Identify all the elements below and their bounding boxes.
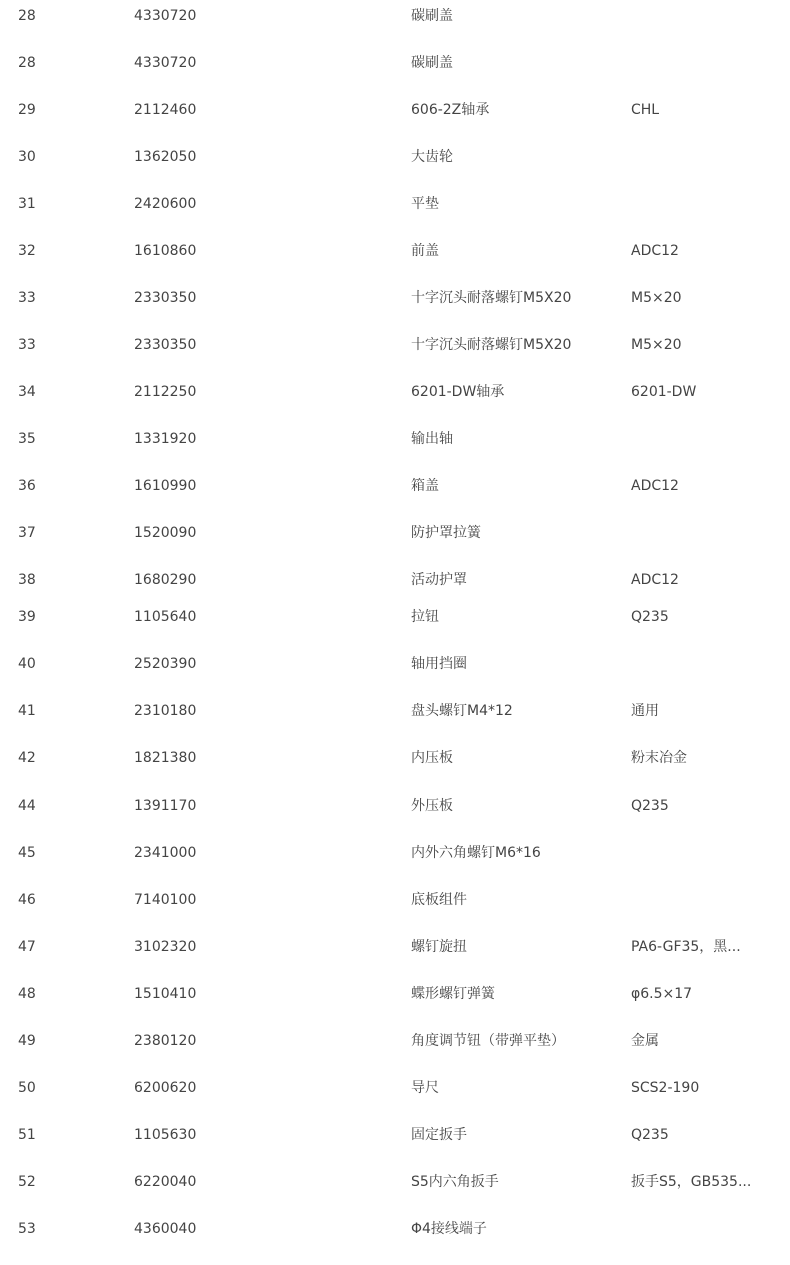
part-code: 3102320 <box>134 939 197 955</box>
part-spec: ADC12 <box>631 572 679 588</box>
part-code: 2380120 <box>134 1033 197 1049</box>
part-code: 1821380 <box>134 750 197 766</box>
part-code: 2330350 <box>134 290 197 306</box>
part-name: 箱盖 <box>411 478 439 494</box>
part-name: 平垫 <box>411 196 439 212</box>
part-spec: 粉末冶金 <box>631 750 687 766</box>
item-number: 37 <box>18 525 36 541</box>
part-spec: 金属 <box>631 1033 659 1049</box>
part-code: 7140100 <box>134 892 197 908</box>
part-name: 拉钮 <box>411 609 439 625</box>
part-name: 底板组件 <box>411 892 467 908</box>
part-spec: ADC12 <box>631 478 679 494</box>
table-row <box>0 194 790 214</box>
table-row <box>0 843 790 863</box>
part-spec: PA6-GF35，黑... <box>631 939 741 955</box>
part-code: 6200620 <box>134 1080 197 1096</box>
part-code: 1510410 <box>134 986 197 1002</box>
part-code: 1105630 <box>134 1127 197 1143</box>
part-name: 606-2Z轴承 <box>411 102 490 118</box>
table-row <box>0 382 790 402</box>
part-code: 1105640 <box>134 609 197 625</box>
part-spec: Q235 <box>631 1127 669 1143</box>
table-row <box>0 147 790 167</box>
part-code: 4360040 <box>134 1221 197 1237</box>
item-number: 31 <box>18 196 36 212</box>
item-number: 34 <box>18 384 36 400</box>
item-number: 53 <box>18 1221 36 1237</box>
part-name: 活动护罩 <box>411 572 467 588</box>
part-code: 4330720 <box>134 8 197 24</box>
item-number: 36 <box>18 478 36 494</box>
part-spec: M5×20 <box>631 290 682 306</box>
item-number: 38 <box>18 572 36 588</box>
table-row <box>0 984 790 1004</box>
part-code: 1331920 <box>134 431 197 447</box>
table-row <box>0 654 790 674</box>
part-name: 前盖 <box>411 243 439 259</box>
part-code: 2330350 <box>134 337 197 353</box>
item-number: 32 <box>18 243 36 259</box>
table-row <box>0 335 790 355</box>
item-number: 42 <box>18 750 36 766</box>
part-code: 4330720 <box>134 55 197 71</box>
part-code: 6220040 <box>134 1174 197 1190</box>
table-row <box>0 1219 790 1239</box>
item-number: 48 <box>18 986 36 1002</box>
item-number: 46 <box>18 892 36 908</box>
item-number: 39 <box>18 609 36 625</box>
part-code: 2520390 <box>134 656 197 672</box>
part-code: 2112460 <box>134 102 197 118</box>
part-code: 1520090 <box>134 525 197 541</box>
part-code: 1391170 <box>134 798 197 814</box>
table-row <box>0 890 790 910</box>
table-row <box>0 100 790 120</box>
part-spec: ADC12 <box>631 243 679 259</box>
item-number: 33 <box>18 290 36 306</box>
part-name: 导尺 <box>411 1080 439 1096</box>
part-spec: CHL <box>631 102 660 118</box>
table-row <box>0 607 790 627</box>
part-code: 1610860 <box>134 243 197 259</box>
part-name: 外压板 <box>411 798 453 814</box>
part-name: 角度调节钮（带弹平垫） <box>411 1033 565 1049</box>
part-name: 蝶形螺钉弹簧 <box>411 986 495 1002</box>
part-spec: M5×20 <box>631 337 682 353</box>
table-row <box>0 288 790 308</box>
table-row <box>0 1125 790 1145</box>
part-code: 2310180 <box>134 703 197 719</box>
part-code: 1680290 <box>134 572 197 588</box>
part-name: 轴用挡圈 <box>411 656 467 672</box>
table-row <box>0 53 790 73</box>
table-row <box>0 796 790 816</box>
item-number: 40 <box>18 656 36 672</box>
item-number: 47 <box>18 939 36 955</box>
part-name: Φ4接线端子 <box>411 1221 487 1237</box>
part-spec: 扳手S5，GB535... <box>631 1174 752 1190</box>
table-row <box>0 570 790 590</box>
part-name: 防护罩拉簧 <box>411 525 481 541</box>
part-spec: SCS2-190 <box>631 1080 700 1096</box>
item-number: 51 <box>18 1127 36 1143</box>
part-name: 十字沉头耐落螺钉M5X20 <box>411 290 572 306</box>
item-number: 29 <box>18 102 36 118</box>
part-name: 6201-DW轴承 <box>411 384 505 400</box>
part-code: 1362050 <box>134 149 197 165</box>
table-row <box>0 1031 790 1051</box>
part-name: 大齿轮 <box>411 149 453 165</box>
part-name: 螺钉旋扭 <box>411 939 467 955</box>
part-name: 固定扳手 <box>411 1127 467 1143</box>
part-name: 输出轴 <box>411 431 453 447</box>
table-row <box>0 523 790 543</box>
part-name: S5内六角扳手 <box>411 1174 499 1190</box>
part-name: 盘头螺钉M4*12 <box>411 703 513 719</box>
part-code: 1610990 <box>134 478 197 494</box>
item-number: 30 <box>18 149 36 165</box>
part-name: 碳刷盖 <box>411 55 453 71</box>
part-spec: 通用 <box>631 703 659 719</box>
item-number: 33 <box>18 337 36 353</box>
table-row <box>0 1078 790 1098</box>
item-number: 52 <box>18 1174 36 1190</box>
item-number: 35 <box>18 431 36 447</box>
part-name: 内外六角螺钉M6*16 <box>411 845 541 861</box>
table-row <box>0 748 790 768</box>
part-spec: 6201-DW <box>631 384 697 400</box>
table-row <box>0 6 790 26</box>
part-code: 2420600 <box>134 196 197 212</box>
part-name: 碳刷盖 <box>411 8 453 24</box>
item-number: 45 <box>18 845 36 861</box>
part-spec: φ6.5×17 <box>631 986 693 1002</box>
item-number: 41 <box>18 703 36 719</box>
item-number: 44 <box>18 798 36 814</box>
part-code: 2341000 <box>134 845 197 861</box>
item-number: 49 <box>18 1033 36 1049</box>
part-spec: Q235 <box>631 798 669 814</box>
table-row <box>0 937 790 957</box>
item-number: 28 <box>18 55 36 71</box>
item-number: 28 <box>18 8 36 24</box>
part-name: 内压板 <box>411 750 453 766</box>
item-number: 50 <box>18 1080 36 1096</box>
table-row <box>0 701 790 721</box>
table-row <box>0 1172 790 1192</box>
table-row <box>0 476 790 496</box>
table-row <box>0 241 790 261</box>
part-code: 2112250 <box>134 384 197 400</box>
part-spec: Q235 <box>631 609 669 625</box>
table-row <box>0 429 790 449</box>
part-name: 十字沉头耐落螺钉M5X20 <box>411 337 572 353</box>
